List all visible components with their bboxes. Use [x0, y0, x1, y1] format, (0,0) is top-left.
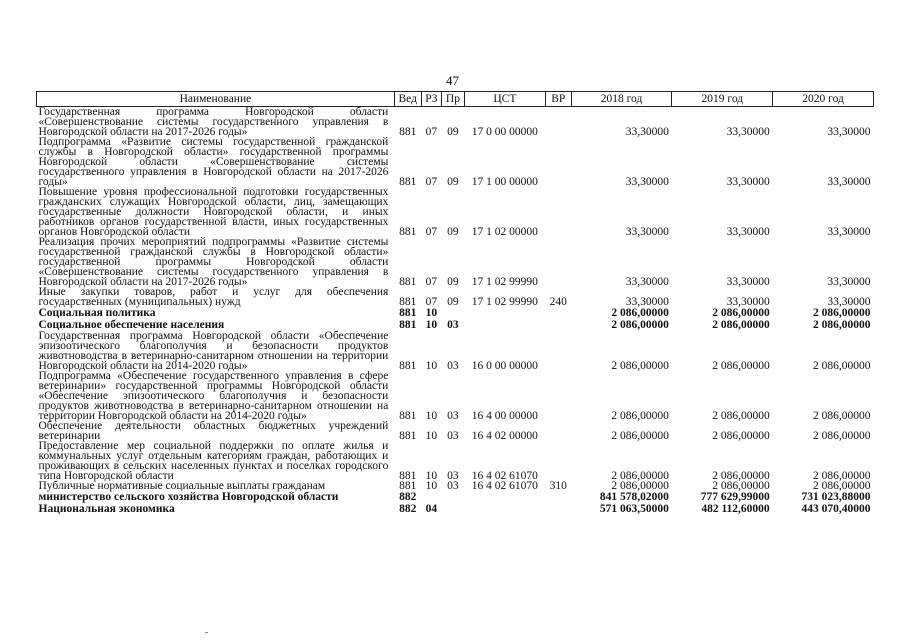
row-amount-2019: 2 086,00000	[712, 319, 770, 331]
header-vr: ВР	[545, 92, 571, 107]
budget-table	[36, 91, 874, 515]
table-row	[37, 107, 874, 138]
row-cst: 16 0 00 00000	[471, 360, 538, 372]
row-cst: 17 1 00 00000	[471, 176, 538, 188]
row-rz: 07	[425, 276, 438, 288]
table-row	[37, 491, 874, 503]
row-ved: 881	[399, 126, 417, 138]
row-amount-2018: 2 086,00000	[611, 410, 669, 422]
row-name	[37, 237, 395, 287]
row-amount-2020: 33,30000	[827, 176, 871, 188]
row-amount-2019: 33,30000	[726, 176, 770, 188]
row-pr: 03	[447, 480, 459, 492]
row-name	[37, 481, 395, 491]
row-cst	[464, 491, 545, 503]
header-pr: Пр	[442, 92, 465, 107]
header-2020: 2020 год	[773, 92, 874, 107]
row-vr	[545, 371, 571, 421]
row-amount-2020: 33,30000	[827, 276, 871, 288]
row-name	[37, 441, 395, 481]
row-vr	[545, 331, 571, 371]
row-ved: 881	[399, 276, 417, 288]
table-row	[37, 287, 874, 307]
row-ved: 881	[399, 307, 417, 319]
row-pr: 09	[447, 176, 459, 188]
table-row	[37, 503, 874, 515]
row-amount-2020: 33,30000	[827, 226, 871, 238]
row-name-text: Национальная экономика	[38, 503, 175, 515]
row-ved: 881	[399, 430, 417, 442]
row-vr: 240	[549, 296, 567, 308]
row-amount-2020: 2 086,00000	[813, 319, 871, 331]
row-vr	[545, 421, 571, 441]
row-amount-2018: 2 086,00000	[611, 307, 669, 319]
row-pr	[442, 503, 465, 515]
row-pr: 03	[447, 319, 459, 331]
header-2018: 2018 год	[571, 92, 672, 107]
row-pr: 09	[447, 296, 459, 308]
row-ved: 881	[399, 480, 417, 492]
row-vr	[545, 237, 571, 287]
row-rz: 04	[425, 503, 438, 515]
row-amount-2020: 2 086,00000	[813, 410, 871, 422]
header-2019: 2019 год	[672, 92, 773, 107]
row-amount-2019: 777 629,99000	[700, 491, 770, 503]
row-rz: 10	[425, 470, 438, 482]
header-cst: ЦСТ	[464, 92, 545, 107]
row-amount-2018: 33,30000	[625, 296, 669, 308]
table-row	[37, 331, 874, 371]
row-rz: 10	[425, 480, 438, 492]
table-row	[37, 187, 874, 237]
table-row	[37, 371, 874, 421]
row-name-text: Социальное обеспечение населения	[38, 319, 225, 331]
row-amount-2018: 2 086,00000	[611, 470, 669, 482]
row-amount-2019: 2 086,00000	[712, 480, 770, 492]
row-cst: 17 1 02 99990	[471, 276, 538, 288]
row-pr	[442, 307, 465, 319]
row-amount-2018: 33,30000	[625, 176, 669, 188]
row-name	[37, 137, 395, 187]
row-ved: 881	[399, 319, 417, 331]
table-row	[37, 237, 874, 287]
row-rz: 07	[425, 176, 438, 188]
row-name	[37, 287, 395, 307]
footer-mark	[205, 632, 208, 633]
row-name-text: Предоставление мер социальной поддержки по оплате жилья и коммунальных услуг отдельным категориям граждан, работающих и проживающих в сельских населенных пунктах и поселках городского типа Новгородской области	[38, 440, 389, 482]
row-ved: 881	[399, 176, 417, 188]
table-header-row	[37, 92, 874, 107]
row-ved: 881	[399, 410, 417, 422]
row-amount-2019: 2 086,00000	[712, 430, 770, 442]
header-ved: Вед	[394, 92, 421, 107]
row-ved: 881	[399, 296, 417, 308]
table-row	[37, 137, 874, 187]
row-amount-2020: 2 086,00000	[813, 470, 871, 482]
row-name-text: Социальная политика	[38, 307, 156, 319]
row-vr	[545, 503, 571, 515]
row-name	[37, 107, 395, 138]
row-amount-2019: 33,30000	[726, 126, 770, 138]
row-amount-2020: 2 086,00000	[813, 480, 871, 492]
row-amount-2018: 2 086,00000	[611, 480, 669, 492]
row-vr	[545, 491, 571, 503]
row-rz: 07	[425, 126, 438, 138]
row-rz: 07	[425, 226, 438, 238]
row-amount-2020: 2 086,00000	[813, 307, 871, 319]
row-amount-2019: 2 086,00000	[712, 307, 770, 319]
row-vr	[545, 307, 571, 319]
row-name-text: Государственная программа Новгородской области «Обеспечение эпизоотического благополучия и безопасности продуктов животноводства в ветеринарно-санитарном отношении на территории Новгородской области на 2014-2020 годы»	[38, 330, 389, 372]
row-cst: 17 0 00 00000	[471, 126, 538, 138]
row-amount-2018: 2 086,00000	[611, 430, 669, 442]
row-pr	[442, 491, 465, 503]
row-cst	[464, 503, 545, 515]
row-name	[37, 491, 395, 503]
header-rz: РЗ	[421, 92, 442, 107]
row-vr	[545, 187, 571, 237]
row-amount-2020: 2 086,00000	[813, 360, 871, 372]
table-row	[37, 307, 874, 319]
row-name	[37, 371, 395, 421]
row-pr: 03	[447, 430, 459, 442]
row-rz: 10	[425, 410, 438, 422]
row-amount-2020: 731 023,88000	[801, 491, 871, 503]
row-amount-2018: 33,30000	[625, 126, 669, 138]
row-name-text: Подпрограмма «Обеспечение государственного управления в сфере ветеринарии» государственной программы Новгородской области «Обеспечение эпизоотического благополучия и безопасности продуктов животноводства в ветеринарно-санитарном отношении на территории Новгородской области на 2014-2020 годы»	[38, 370, 389, 422]
row-pr: 03	[447, 360, 459, 372]
row-amount-2019: 2 086,00000	[712, 410, 770, 422]
row-ved: 882	[399, 503, 417, 515]
page-number: 47	[446, 73, 459, 88]
row-amount-2019: 33,30000	[726, 226, 770, 238]
row-amount-2019: 33,30000	[726, 296, 770, 308]
table-row	[37, 421, 874, 441]
row-amount-2018: 571 063,50000	[599, 503, 669, 515]
row-name-text: Обеспечение деятельности областных бюджетных учреждений ветеринарии	[38, 420, 389, 442]
row-amount-2020: 33,30000	[827, 126, 871, 138]
row-pr: 03	[447, 470, 459, 482]
row-amount-2020: 443 070,40000	[801, 503, 871, 515]
row-name-text: Иные закупки товаров, работ и услуг для обеспечения государственных (муниципальных) нужд	[38, 286, 389, 308]
row-vr	[545, 107, 571, 138]
row-amount-2018: 2 086,00000	[611, 360, 669, 372]
row-pr: 09	[447, 126, 459, 138]
row-cst	[464, 307, 545, 319]
row-rz: 10	[425, 307, 438, 319]
row-ved: 881	[399, 470, 417, 482]
row-cst	[464, 319, 545, 331]
table-row	[37, 441, 874, 481]
row-vr	[545, 441, 571, 481]
row-rz: 07	[425, 296, 438, 308]
row-cst: 16 4 02 00000	[471, 430, 538, 442]
row-rz: 10	[425, 430, 438, 442]
row-pr: 03	[447, 410, 459, 422]
row-amount-2019: 33,30000	[726, 276, 770, 288]
row-amount-2018: 33,30000	[625, 226, 669, 238]
row-rz: 10	[425, 360, 438, 372]
row-cst: 17 1 02 00000	[471, 226, 538, 238]
row-cst: 16 4 02 61070	[471, 480, 538, 492]
row-vr	[545, 137, 571, 187]
row-name	[37, 503, 395, 515]
row-amount-2020: 33,30000	[827, 296, 871, 308]
row-amount-2018: 2 086,00000	[611, 319, 669, 331]
row-name	[37, 187, 395, 237]
row-name-text: Государственная программа Новгородской области «Совершенствование системы государственного управления в Новгородской области на 2017-2026 годы»	[38, 106, 389, 138]
row-name-text: Подпрограмма «Развитие системы государственной гражданской службы в Новгородской области» государственной программы Новгородской области «Совершенствование системы государственного управления в Новгородской области на 2017-2026 годы»	[38, 136, 389, 188]
header-name: Наименование	[37, 92, 395, 107]
row-name	[37, 421, 395, 441]
row-name	[37, 331, 395, 371]
row-cst: 17 1 02 99990	[471, 296, 538, 308]
row-amount-2018: 841 578,02000	[599, 491, 669, 503]
row-cst: 16 4 00 00000	[471, 410, 538, 422]
row-amount-2020: 2 086,00000	[813, 430, 871, 442]
row-amount-2019: 2 086,00000	[712, 360, 770, 372]
row-amount-2018: 33,30000	[625, 276, 669, 288]
row-vr: 310	[549, 480, 567, 492]
row-rz: 10	[425, 319, 438, 331]
row-ved: 881	[399, 226, 417, 238]
table-row	[37, 481, 874, 491]
row-pr: 09	[447, 226, 459, 238]
row-vr	[545, 319, 571, 331]
row-name-text: Повышение уровня профессиональной подготовки государственных гражданских служащих Новгородской области, лиц, замещающих государственные должности Новгородской области, и иных работников органов государственной власти, иных государственных органов Новгородской области	[38, 186, 389, 238]
row-amount-2019: 482 112,60000	[701, 503, 770, 515]
row-ved: 881	[399, 360, 417, 372]
row-name	[37, 307, 395, 319]
row-ved: 882	[399, 491, 417, 503]
row-amount-2019: 2 086,00000	[712, 470, 770, 482]
row-pr: 09	[447, 276, 459, 288]
row-name-text: министерство сельского хозяйства Новгородской области	[38, 491, 339, 503]
row-cst: 16 4 02 61070	[471, 470, 538, 482]
row-rz	[421, 491, 442, 503]
row-name-text: Публичные нормативные социальные выплаты гражданам	[38, 480, 326, 492]
row-name-text: Реализация прочих мероприятий подпрограммы «Развитие системы государственной гражданской службы в Новгородской области» государственной программы Новгородской области «Совершенствование системы государственного управления в Новгородской области на 2017-2026 годы»	[38, 236, 389, 288]
